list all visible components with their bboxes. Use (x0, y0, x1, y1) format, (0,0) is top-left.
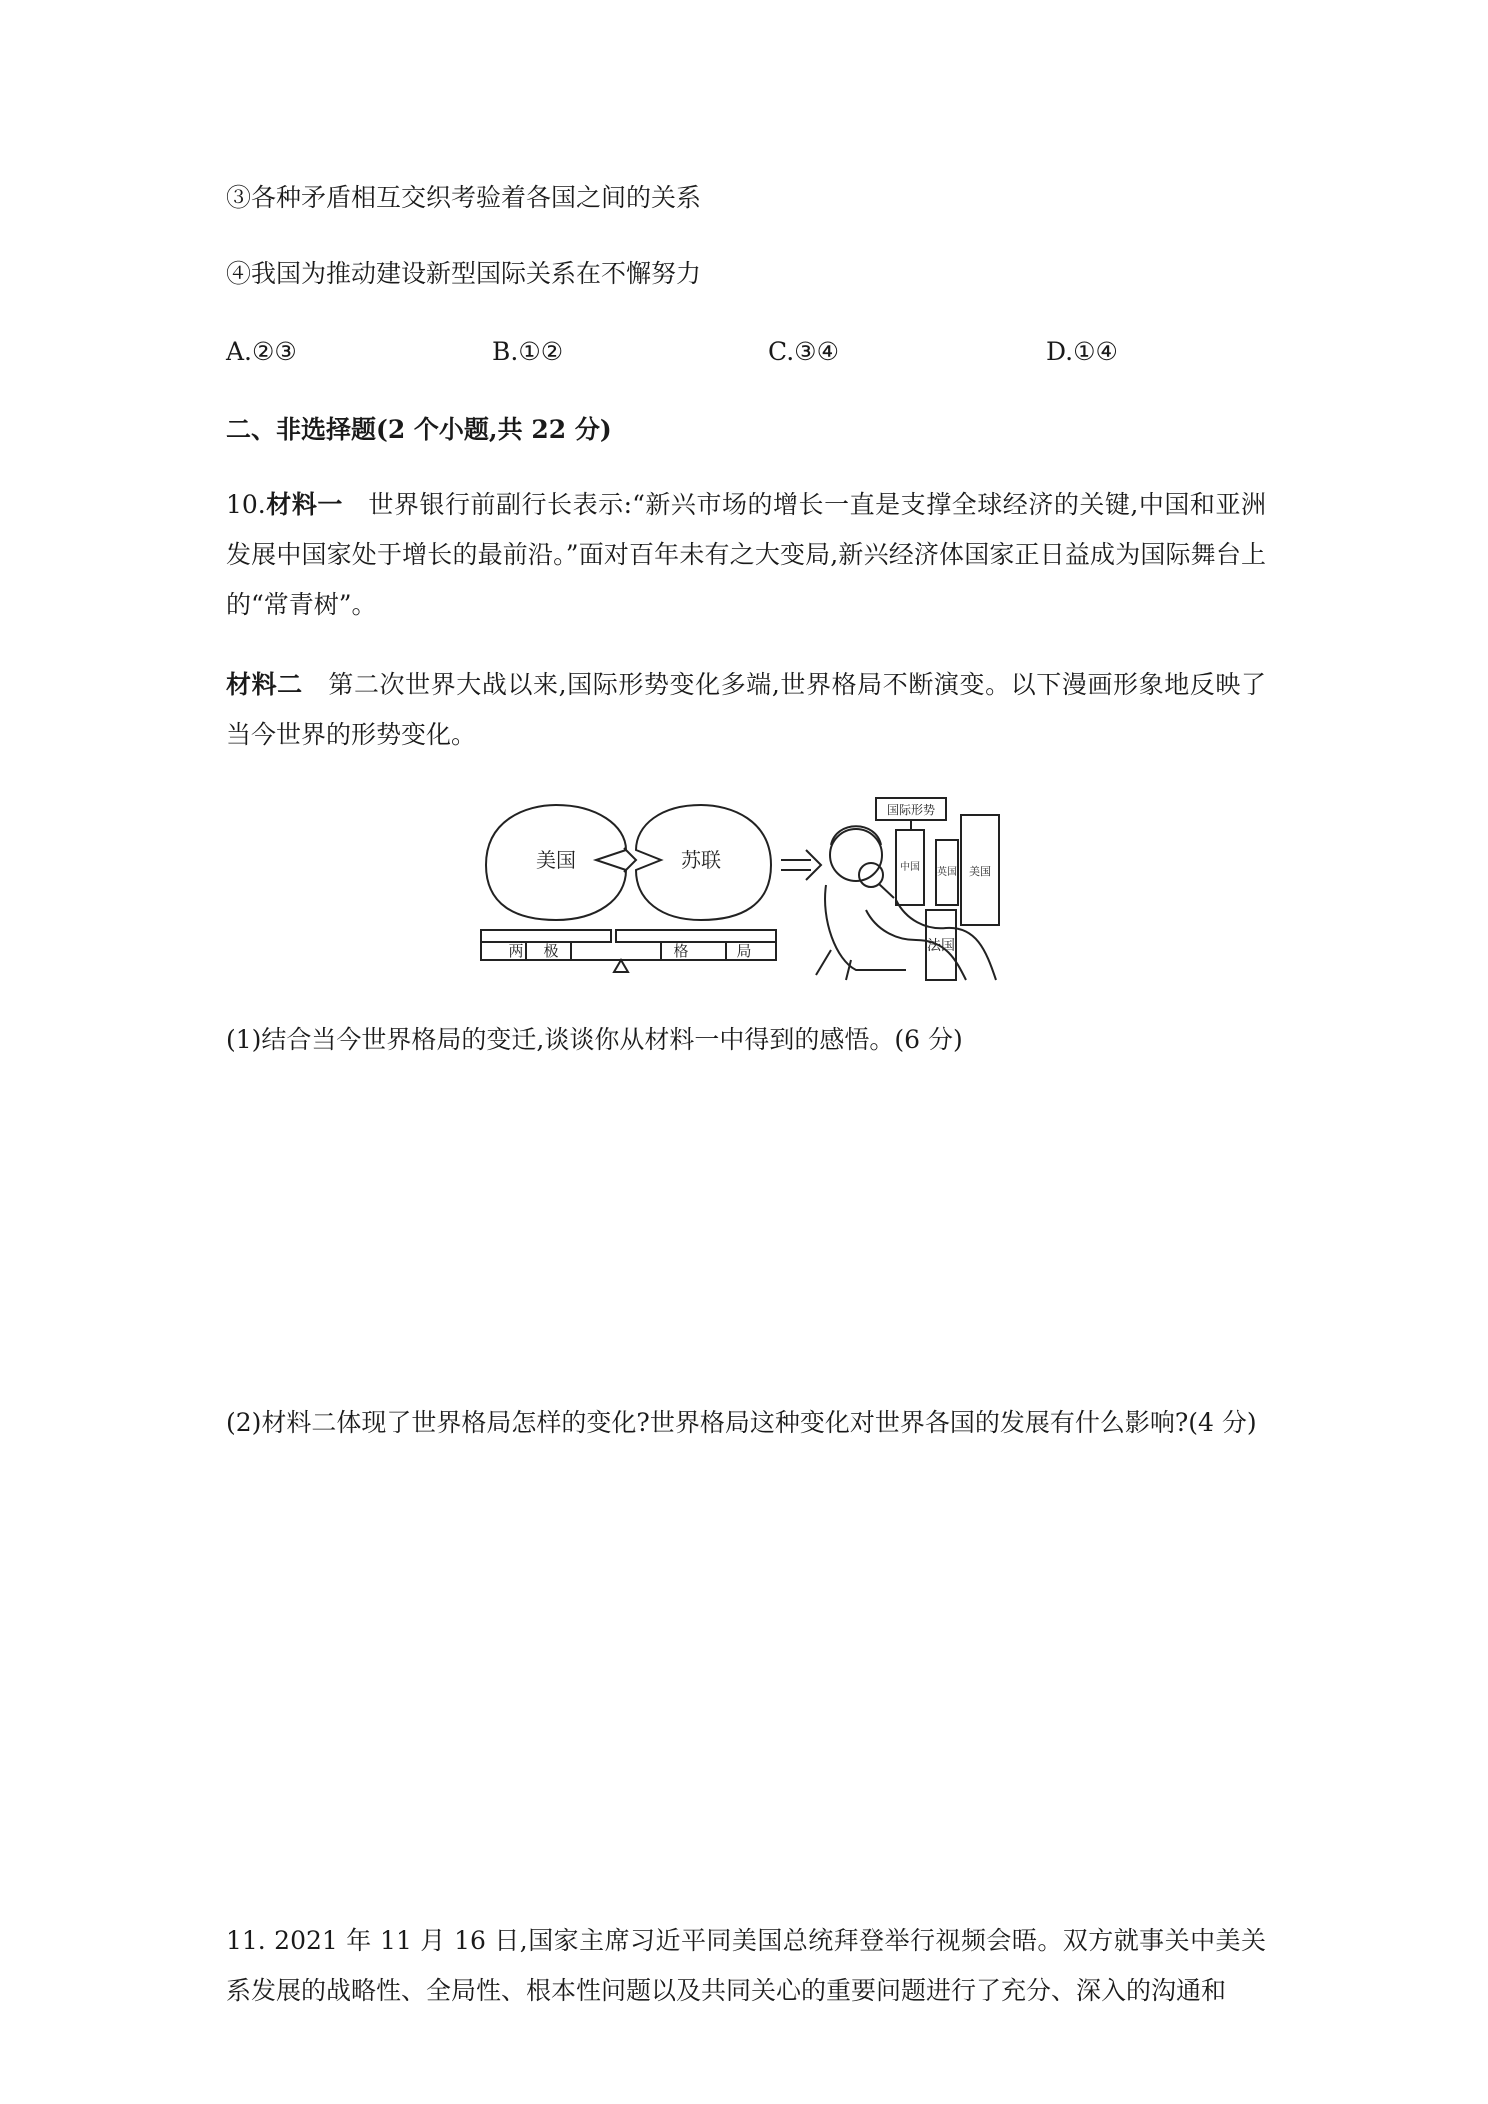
material-2-label: 材料二 (226, 670, 303, 699)
scale-label-1: 两 (508, 942, 524, 960)
q10-material-2 (226, 660, 1266, 760)
q11-text: 11. 2021 年 11 月 16 日,国家主席习近平同美国总统拜登举行视频会晤。双方就事关中美关系发展的战略性、全局性、根本性问题以及共同关心的重要问题进行了充分、深入的沟通和 (226, 1926, 1266, 2005)
scale-label-4: 局 (736, 942, 752, 960)
balloon-label-ussr: 苏联 (681, 848, 721, 872)
tower-label-france: 法国 (927, 938, 955, 954)
q9-item-3: ③各种矛盾相互交织考验着各国之间的关系 (226, 183, 702, 212)
material-1-text: 世界银行前副行长表示:“新兴市场的增长一直是支撑全球经济的关键,中国和亚洲发展中国家处于增长的最前沿。”面对百年未有之大变局,新兴经济体国家正日益成为国际舞台上的“常青树”。 (226, 490, 1266, 619)
tower-label-uk: 英国 (937, 867, 957, 878)
balloon-label-us: 美国 (536, 848, 576, 872)
q9-item-4: ④我国为推动建设新型国际关系在不懈努力 (226, 259, 702, 288)
option-d: D.①④ (1046, 337, 1118, 366)
material-1-label: 材料一 (265, 490, 343, 519)
q10-material-1 (226, 480, 1266, 630)
cartoon-figure (476, 790, 1016, 985)
option-a: A.②③ (226, 337, 297, 366)
option-b: B.①② (492, 337, 564, 366)
scale-label-2: 极 (543, 942, 559, 960)
tower-label-china: 中国 (900, 862, 920, 873)
tower-label-us: 美国 (969, 865, 991, 878)
scale-label-3: 格 (673, 942, 689, 960)
material-2-text: 第二次世界大战以来,国际形势变化多端,世界格局不断演变。以下漫画形象地反映了当今世界的形势变化。 (226, 670, 1266, 749)
q10-number: 10. (226, 490, 266, 519)
q10-sub-question-2: (2)材料二体现了世界格局怎样的变化?世界格局这种变化对世界各国的发展有什么影响?(4 分) (226, 1408, 1257, 1437)
section-heading: 二、非选择题(2 个小题,共 22 分) (226, 415, 612, 444)
option-c: C.③④ (768, 337, 840, 366)
sign-label: 国际形势 (886, 803, 936, 817)
q10-sub-question-1: (1)结合当今世界格局的变迁,谈谈你从材料一中得到的感悟。(6 分) (226, 1025, 963, 1054)
